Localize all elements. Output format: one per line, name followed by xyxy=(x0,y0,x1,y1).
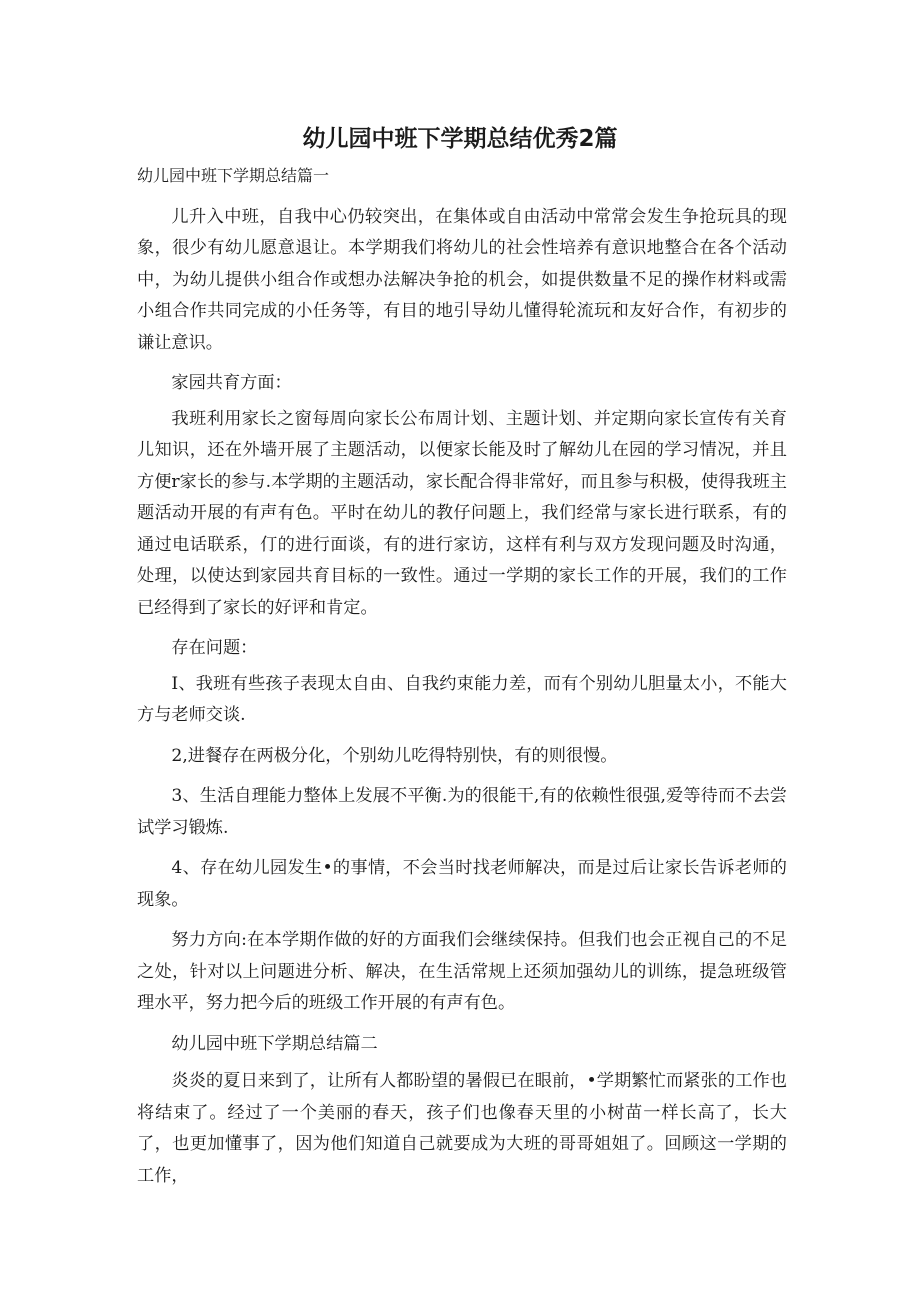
section1-heading: 幼儿园中班下学期总结篇一 xyxy=(137,166,330,185)
section1-paragraph-1: 儿升入中班，自我中心仍较突出，在集体或自由活动中常常会发生争抢玩具的现象，很少有幼儿愿意退让。本学期我们将幼儿的社会性培养有意识地整合在各个活动中，为幼儿提供小组合作或想办法解决争抢的机会，如提供数量不足的操作材料或需小组合作共同完成的小任务等，有目的地引导幼儿懂得轮流玩和友好合作，有初步的谦让意识。 xyxy=(137,206,787,353)
document-title: 幼儿园中班下学期总结优秀2篇 xyxy=(302,126,618,152)
problem-item-3: 3、生活自理能力整体上发展不平衡.为的很能干,有的依赖性很强,爱等待而不去尝试学习锻炼. xyxy=(137,786,787,838)
problem-item-2: 2,进餐存在两极分化，个别幼儿吃得特别快，有的则很慢。 xyxy=(171,745,618,766)
home-cooperation-heading: 家园共育方面： xyxy=(171,373,292,393)
section2-paragraph-1: 炎炎的夏日来到了，让所有人都盼望的暑假已在眼前，•学期繁忙而紧张的工作也将结束了。经过了一个美丽的春天，孩子们也像春天里的小树苗一样长高了，长大了，也更加懂事了，因为他们知道自己就要成为大班的哥哥姐姐了。回顾这一学期的工作， xyxy=(137,1071,787,1186)
problem-item-4: 4、存在幼儿园发生•的事情，不会当时找老师解决，而是过后让家长告诉老师的现象。 xyxy=(137,858,787,910)
section2-heading: 幼儿园中班下学期总结篇二 xyxy=(171,1033,378,1054)
document-body xyxy=(137,160,787,1201)
problems-heading: 存在问题： xyxy=(171,638,258,658)
home-cooperation-paragraph: 我班利用家长之窗每周向家长公布周计划、主题计划、并定期向家长宣传有关育儿知识，还在外墙开展了主题活动，以便家长能及时了解幼儿在园的学习情况，并且方便r家长的参与.本学期的主题活动，家长配合得非常好，而且参与积极，使得我班主题活动开展的有声有色。平时在幼儿的教仔问题上，我们经常与家长进行联系，有的通过电话联系，仃的进行面谈，有的进行家访，这样有利与双方发现问题及时沟通，处理，以使达到家园共育目标的一致性。通过一学期的家长工作的开展，我们的工作已经得到了家长的好评和肯定。 xyxy=(137,408,787,618)
problem-item-1: I、我班有些孩子表现太自由、自我约束能力差，而有个别幼儿胆量太小，不能大方与老师交谈. xyxy=(137,673,787,725)
effort-direction-paragraph: 努力方向:在本学期作做的好的方面我们会继续保持。但我们也会正视自己的不足之处，针对以上问题进分析、解决，在生活常规上还须加强幼儿的训练，提急班级管理水平，努力把今后的班级工作开展的有声有色。 xyxy=(137,930,787,1013)
